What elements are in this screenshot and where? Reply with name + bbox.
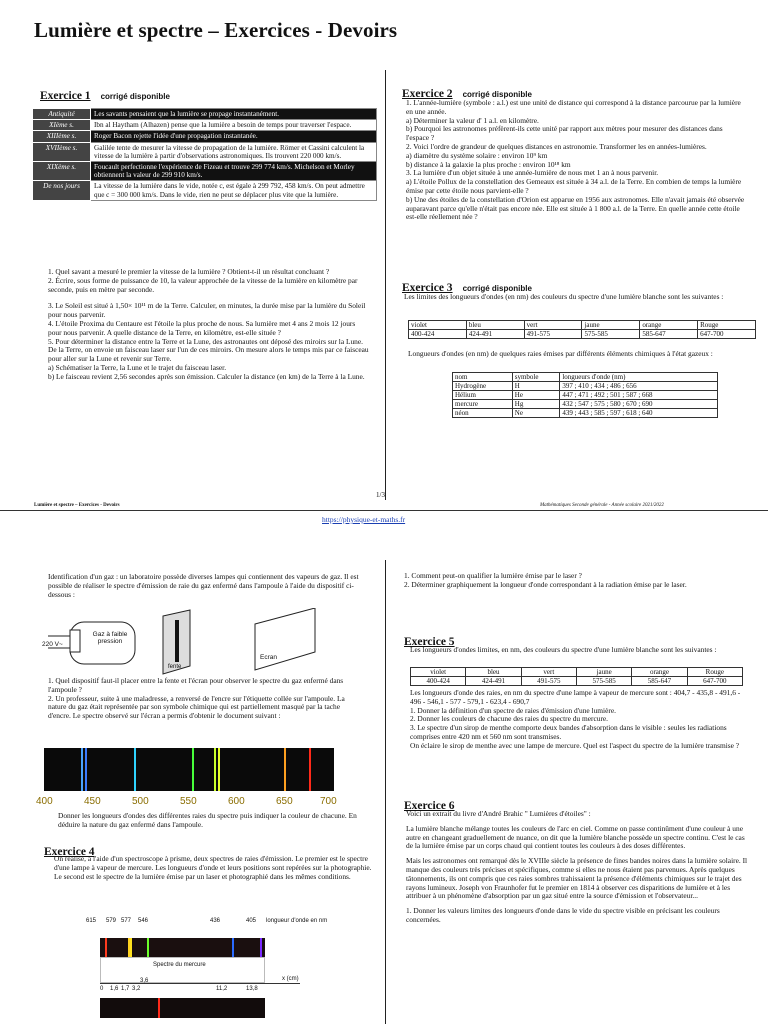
ex5-intro: Les longueurs d'ondes limites, en nm, des couleurs du spectre d'une lumière blanche sont les suivantes : [410, 645, 717, 654]
ex1-header [40, 86, 170, 104]
history-table [32, 108, 377, 201]
gaz-q3: Donner les longueurs d'ondes des différentes raies du spectre puis indiquer la couleur de chacune. En déduire la nature du gaz enfermé dans l'ampoule. [58, 811, 357, 829]
range-cell: 647-700 [698, 330, 756, 339]
range-cell: 647-700 [687, 677, 742, 686]
tick-label: 600 [228, 796, 245, 807]
page-title: Lumière et spectre – Exercices - Devoirs [34, 18, 398, 42]
spectral-line [81, 748, 83, 791]
ex1-q5: 5. Pour déterminer la distance entre la Terre et la Lune, des astronautes ont déposé des miroirs sur la Lune. De la Terre, on envoie un faisceau laser sur l'un de ces miroirs. On mesure alors le temps mis par ce faisceau pour aller sur la Lune et revenir sur Terre. [48, 336, 369, 364]
color-cell: jaune [576, 668, 631, 677]
mercury-spectrum-figure [86, 918, 366, 1024]
ex6-p2: Mais les astronomes ont remarqué dès le XVIIIe siècle la présence de fines bandes noires dans la lumière solaire. Il manque des couleurs très précises et spécifiques, comme si elles ne nous étaient pas parvenues. Après quelques tâtonnements, ils ont compris que ces raies sombres trahissaient la présence d'éléments chimiques sur le trajet des rayons lumineux. Joseph von Fraunhofer fut le premier en 1814 à observer ces disparitions de lumière et à les attribuer à un phénomène d'absorption par un gaz situé entre la source d'émission et l'observateur... [406, 856, 748, 901]
ex3-heading: Exercice 3 [402, 282, 453, 294]
footer-right: Mathématiques Seconde générale - Année scolaire 2021/2022 [540, 503, 664, 508]
range-cell: 575-585 [582, 330, 640, 339]
era-cell: Antiquité [33, 109, 91, 120]
pos-label: 1,7 [121, 986, 130, 992]
wl-axis-label: longueur d'onde en nm [266, 918, 328, 924]
ex3-intro: Les limites des longueurs d'ondes (en nm) des couleurs du spectre d'une lumière blanche sont les suivantes : [404, 292, 724, 301]
gaz-q1: 1. Quel dispositif faut-il placer entre la fente et l'écran pour observer le spectre du gaz enfermé dans l'ampoule ? [48, 676, 344, 694]
ex3-element-table [452, 372, 718, 418]
color-cell: orange [632, 668, 687, 677]
ex4-heading: Exercice 4 [44, 846, 95, 858]
spectral-line [105, 938, 107, 957]
table-cell: Hydrogène [453, 382, 513, 391]
spectral-line [85, 748, 87, 791]
table-cell: 397 ; 410 ; 434 ; 486 ; 656 [560, 382, 718, 391]
ex6-heading: Exercice 6 [404, 800, 455, 812]
x-axis [100, 983, 300, 984]
era-cell: XIème s. [33, 120, 91, 131]
laser-line [158, 998, 160, 1018]
ex4-text: On réalise, à l'aide d'un spectroscope à prisme, deux spectres de raies d'émission. Le premier est le spectre d'une lampe à vapeur de mercure. Les longueurs d'onde et leurs positions sont repérées sur la photographie. Le second est le spectre de la lumière émise par un laser et photographié dans les mêmes conditions. [54, 854, 372, 881]
ex1-q5b: b) Le faisceau revient 2,56 secondes après son émission. Calculer la distance (en km) de la Terre à la Lune. [48, 371, 365, 381]
table-cell: 432 ; 547 ; 575 ; 580 ; 670 ; 690 [560, 400, 718, 409]
ex3-color-table [408, 320, 756, 339]
ex2-p1: 1. L'année-lumière (symbole : a.l.) est une unité de distance qui correspond à la distance parcourue par la lumière en une année. [406, 98, 741, 116]
ex5-body [410, 689, 750, 751]
spectral-line [214, 748, 216, 791]
range-cell: 400-424 [409, 330, 467, 339]
gaz-intro: Identification d'un gaz : un laboratoire possède diverses lampes qui contiennent des vapeurs de gaz. Il est possible de réaliser le spectre d'émission de raie du gaz enfermé dans l'ampoule à l'aide du dispositif ci-dessous : [48, 572, 359, 599]
header-cell: symbole [512, 373, 560, 382]
pos-label: 3,6 [140, 978, 149, 984]
ex1-q5a: a) Schématiser la Terre, la Lune et le trajet du faisceau laser. [48, 362, 227, 372]
range-cell: 424-491 [466, 330, 524, 339]
mercury-spectrum [100, 938, 265, 957]
ex2-body [406, 99, 746, 222]
color-cell: bleu [466, 321, 524, 330]
spectrum-caption: Spectre du mercure [153, 962, 206, 968]
range-cell: 400-424 [411, 677, 466, 686]
ex2-p3: 3. La lumière d'un objet située à une année-lumière de nous met 1 an à nous parvenir. [406, 168, 659, 178]
ex6-intro: Voici un extrait du livre d'André Brahic " Lumières d'étoiles" : [406, 809, 591, 818]
range-cell: 575-585 [576, 677, 631, 686]
color-cell: Rouge [687, 668, 742, 677]
gaz-questions [48, 677, 363, 721]
era-text: Les savants pensaient que la lumière se propage instantanément. [91, 109, 377, 120]
slit-label: fente [168, 664, 182, 670]
apparatus-svg [40, 608, 360, 680]
spectral-line [130, 938, 132, 957]
ex6-p1: La lumière blanche mélange toutes les couleurs de l'arc en ciel. Comme on passe continûment d'une couleur à une autre en changeant graduellement de nuance, on dit que la lumière blanche possède un spectre continu. C'est le cas de la lumière émise par un corps chaud qui contient toutes les couleurs à des doses différentes. [406, 823, 745, 851]
tick-label: 550 [180, 796, 197, 807]
table-cell: néon [453, 409, 513, 418]
color-cell: vert [521, 668, 576, 677]
ex5-q2: 2. Donner les couleurs de chacune des raies du spectre du mercure. [410, 714, 609, 724]
ex2-p2: 2. Voici l'ordre de grandeur de quelques distances en astronomie. Transformer les en années-lumières. [406, 141, 707, 151]
range-cell: 585-647 [632, 677, 687, 686]
era-text: Roger Bacon rejette l'idée d'une propagation instantanée. [91, 131, 377, 142]
wl-label: 405 [246, 918, 257, 924]
tick-label: 450 [84, 796, 101, 807]
range-cell: 491-575 [524, 330, 582, 339]
ex1-q1: 1. Quel savant a mesuré le premier la vitesse de la lumière ? Obtient-t-il un résultat concluant ? [48, 267, 330, 276]
site-link[interactable]: https://physique-et-maths.fr [322, 515, 406, 524]
ex5-heading: Exercice 5 [404, 636, 455, 648]
ex1-q3: 3. Le Soleil est situé à 1,50× 10¹¹ m de la Terre. Calculer, en minutes, la durée mise par la lumière du Soleil pour nous parvenir. [48, 301, 366, 320]
era-text: Ibn al Haytham (Alhazen) pense que la lumière a besoin de temps pour traverser l'espace. [91, 120, 377, 131]
column-divider [385, 70, 386, 500]
tick-label: 650 [276, 796, 293, 807]
ex3-corrige: corrigé disponible [462, 284, 532, 293]
spectral-line [260, 938, 262, 957]
wl-label: 436 [210, 918, 221, 924]
page-number: 1/3 [376, 491, 385, 499]
range-cell: 491-575 [521, 677, 576, 686]
era-text: Galilée tente de mesurer la vitesse de propagation de la lumière. Römer et Cassini calculent la vitesse de la lumière à partir d'observations astronomiques. Ils trouvent 220 000 km/s. [91, 142, 377, 161]
ex5-q1: 1. Donner la définition d'un spectre de raies d'émission d'une lumière. [410, 705, 616, 715]
color-cell: vert [524, 321, 582, 330]
era-text: La vitesse de la lumière dans le vide, notée c, est égale à 299 792, 458 km/s. On peut admettre que c = 300 000 km/s. Dans le vide, rien ne peut se déplacer plus vite que la lumière. [91, 181, 377, 200]
pos-label: 0 [100, 986, 104, 992]
wl-label: 546 [138, 918, 149, 924]
color-cell: bleu [466, 668, 521, 677]
laser-spectrum [100, 998, 265, 1018]
color-cell: orange [640, 321, 698, 330]
ex1-heading: Exercice 1 [40, 90, 91, 102]
pos-label: 1,6 [110, 986, 119, 992]
gaz-q2: 2. Un professeur, suite à une maladresse, a renversé de l'encre sur l'étiquette collée sur l'ampoule. La nature du gaz était représentée par son symbole chimique qui est partiellement masqué par la tache d'encre. Le spectre observé sur l'écran a permis d'obtenir le document suivant : [48, 693, 345, 721]
wl-label: 577 [121, 918, 132, 924]
ex4-questions [404, 572, 750, 590]
ex2-p3b: b) Une des étoiles de la constellation d'Orion est apparue en 1956 aux astronomes. Elle n'avait jamais été observée auparavant parce qu'elle n'était pas encore née. Elle est située à 1 800 a.l. de la Terre. En quelle année cette étoile est-elle réellement née ? [406, 194, 745, 222]
lamp-label: Gaz à faible pression [92, 631, 128, 645]
pos-label: 11,2 [216, 986, 228, 992]
wl-label: 579 [106, 918, 117, 924]
pos-label: 3,2 [132, 986, 141, 992]
spectral-line [232, 938, 234, 957]
x-axis-label: x (cm) [282, 976, 299, 982]
table-cell: He [512, 391, 560, 400]
spectral-line [192, 748, 194, 791]
table-cell: 439 ; 443 ; 585 ; 597 ; 618 ; 640 [560, 409, 718, 418]
ex2-p3a: a) L'étoile Pollux de la constellation des Gemeaux est située à 34 a.l. de la Terre. En combien de temps la lumière émise par cette étoile nous parvient-elle ? [406, 177, 742, 195]
range-cell: 424-491 [466, 677, 521, 686]
color-cell: Rouge [698, 321, 756, 330]
ex4-q1: 1. Comment peut-on qualifier la lumière émise par le laser ? [404, 571, 582, 580]
table-cell: Hélium [453, 391, 513, 400]
spectral-line [309, 748, 311, 791]
era-text: Foucault perfectionne l'expérience de Fizeau et trouve 299 774 km/s. Michelson et Morley obtiennent la valeur de 299 910 km/s. [91, 162, 377, 181]
ex6-q1: 1. Donner les valeurs limites des longueurs d'onde dans le vide du spectre visible en précisant les couleurs concernées. [406, 906, 720, 924]
ex5-q3: 3. Le spectre d'un sirop de menthe comporte deux bandes d'absorption dans le visible : seules les radiations comprises entre 420 nm et 560 nm sont transmises. [410, 723, 727, 741]
table-cell: Hg [512, 400, 560, 409]
table-cell: H [512, 382, 560, 391]
ex1-q4: 4. L'étoile Proxima du Centaure est l'étoile la plus proche de nous. Sa lumière met 4 ans 2 mois 12 jours pour nous parvenir. A quelle distance de la Terre, en kilomètre, est-elle située ? [48, 318, 356, 337]
spectrum-ticks [36, 796, 346, 808]
spectral-line [147, 938, 149, 957]
ex2-p2b: b) distance à la galaxie la plus proche : environ 10¹⁸ km [406, 159, 571, 169]
ex1-questions [48, 268, 370, 382]
gaz-apparatus-diagram [40, 608, 360, 680]
ex2-heading: Exercice 2 [402, 88, 453, 100]
ex2-p2a: a) diamètre du système solaire : environ 10⁹ km [406, 150, 548, 160]
tick-label: 500 [132, 796, 149, 807]
wl-label: 615 [86, 918, 97, 924]
column-divider [385, 560, 386, 1024]
range-cell: 585-647 [640, 330, 698, 339]
era-cell: XIIIème s. [33, 131, 91, 142]
footer-left: Lumière et spectre – Exercices - Devoirs [34, 503, 120, 508]
ex5-p1: Les longueurs d'onde des raies, en nm du spectre d'une lampe à vapeur de mercure sont : 404,7 - 435,8 - 491,6 - 496 - 546,1 - 577 - 579,1 - 623,4 - 690,7 [410, 688, 741, 706]
color-cell: violet [409, 321, 467, 330]
ex3-intro2: Longueurs d'ondes (en nm) de quelques raies émises par différents éléments chimiques à l'état gazeux : [408, 349, 713, 358]
footer-rule [0, 510, 768, 511]
header-cell: nom [453, 373, 513, 382]
ex1-q2: 2. Écrire, sous forme de puissance de 10, la valeur approchée de la vitesse de la lumière en kilomètre par seconde, puis en mètre par seconde. [48, 275, 358, 294]
era-cell: De nos jours [33, 181, 91, 200]
ex1-corrige: corrigé disponible [100, 92, 170, 101]
spectrum-caption-box [100, 957, 265, 983]
gaz-spectrum [44, 748, 334, 791]
color-cell: jaune [582, 321, 640, 330]
pos-label: 13,8 [246, 986, 258, 992]
spectral-line [134, 748, 136, 791]
ex2-p1b: b) Pourquoi les astronomes préfèrent-ils cette unité par rapport aux mètres pour mesurer des distances dans l'espace ? [406, 124, 723, 143]
ex5-q3b: On éclaire le sirop de menthe avec une lampe de mercure. Quel est l'aspect du spectre de la lumière transmise ? [410, 740, 740, 750]
era-cell: XIXème s. [33, 162, 91, 181]
ex6-body [406, 810, 752, 925]
ex4-q2: 2. Déterminer graphiquement la longueur d'onde correspondant à la radiation émise par le laser. [404, 579, 687, 589]
era-cell: XVIIème s. [33, 142, 91, 161]
color-cell: violet [411, 668, 466, 677]
spectral-line [284, 748, 286, 791]
tick-label: 400 [36, 796, 53, 807]
ex5-color-table [410, 667, 743, 686]
voltage-label: 220 V~ [42, 641, 63, 648]
ex2-p1a: a) Déterminer la valeur d' 1 a.l. en kilomètre. [406, 115, 539, 125]
screen-label: Ecran [260, 654, 277, 661]
ex2-corrige: corrigé disponible [462, 90, 532, 99]
tick-label: 700 [320, 796, 337, 807]
header-cell: longueurs d'onde (nm) [560, 373, 718, 382]
table-cell: 447 ; 471 ; 492 ; 501 ; 587 ; 668 [560, 391, 718, 400]
table-cell: Ne [512, 409, 560, 418]
table-cell: mercure [453, 400, 513, 409]
spectral-line [218, 748, 220, 791]
